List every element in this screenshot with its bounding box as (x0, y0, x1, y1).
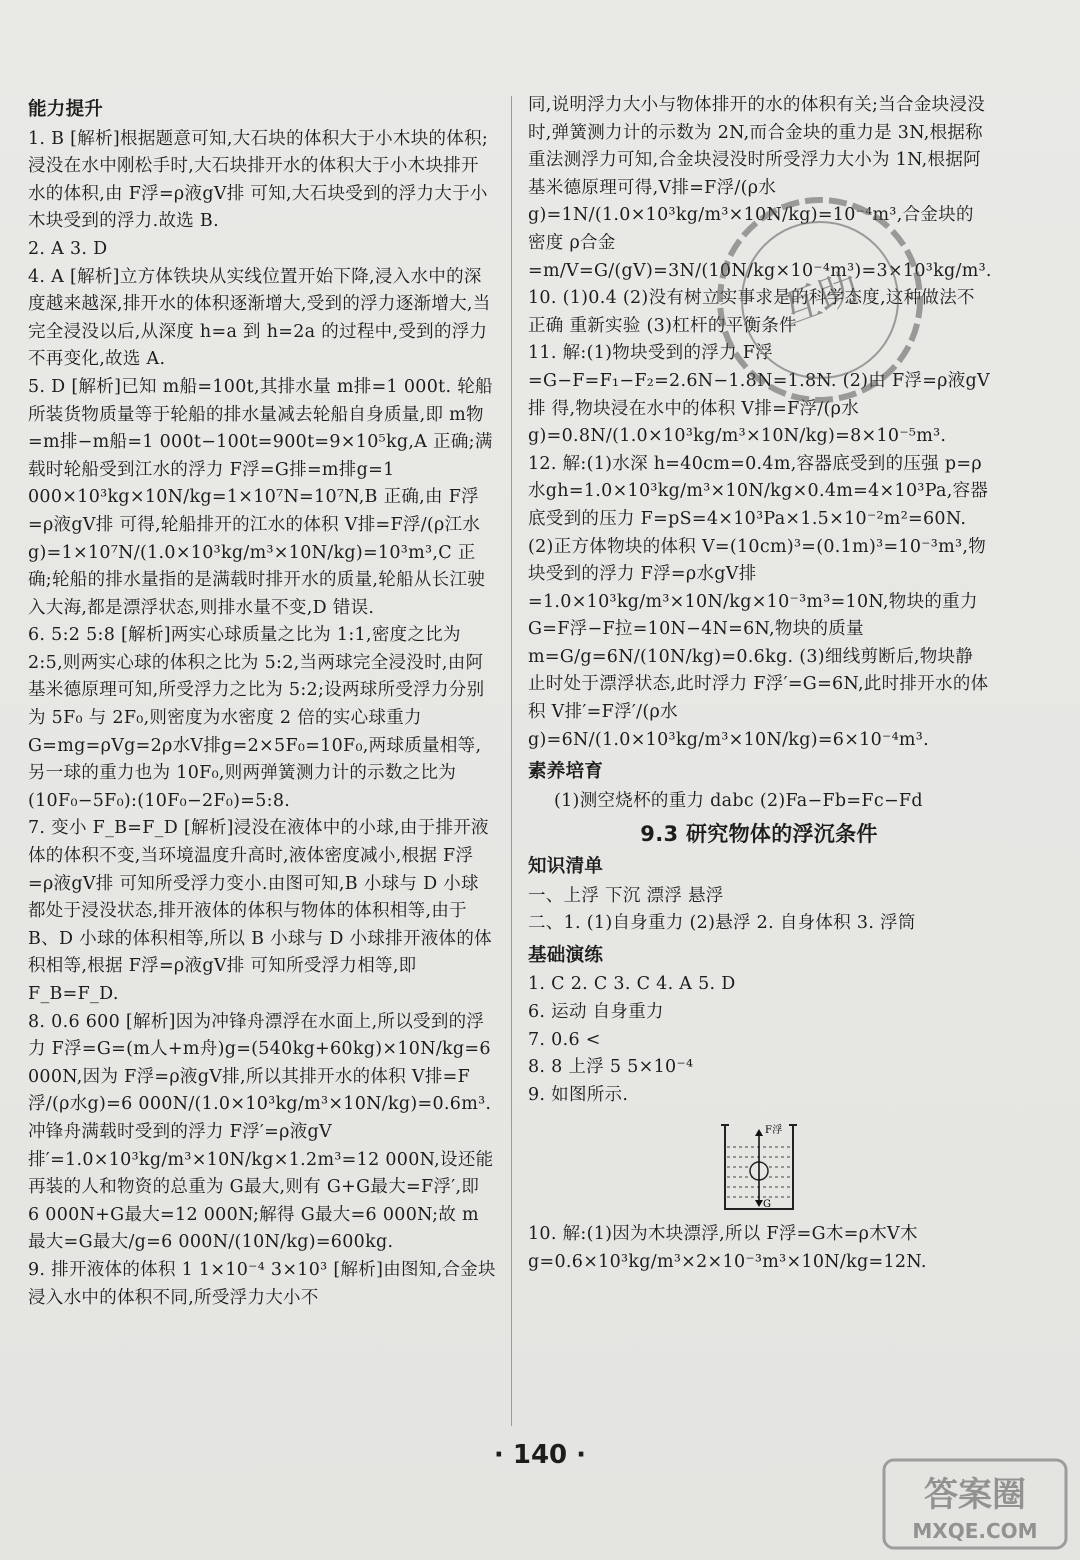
svg-text:MXQE.COM: MXQE.COM (912, 1519, 1038, 1543)
jichu-answer-8: 8. 8 上浮 5 5×10⁻⁴ (528, 1057, 694, 1078)
answer-9: 9. 排开液体的体积 1 1×10⁻⁴ 3×10³ [解析]由图知,合金块浸入水中的体积不同,所受浮力大小不 (28, 1259, 496, 1308)
answer-10: 10. (1)0.4 (2)没有树立实事求是的科学态度,这种做法不正确 重新实验 (3)杠杆的平衡条件 (528, 288, 975, 336)
page-number: · 140 · (493, 1440, 587, 1470)
answer-5: 5. D [解析]已知 m船=100t,其排水量 m排=1 000t. 轮船所装货物质量等于轮船的排水量减去轮船自身质量,即 m物=m排−m船=1 000t−100t=900t=9×10⁵kg,A 正确;满载时轮船受到江水的浮力 F浮=G排=m排g=1 000×10³kg×10N/kg=1×10⁷N=10⁷N,B 正确,由 F浮=ρ液gV排 可得,轮船排开的江水的体积 V排=F浮/(ρ江水g)=1×10⁷N/(1.0×10³kg/m³×10N/kg)=10³m³,C 正确;轮船的排水量指的是满载时排开水的质量,轮船从长江驶入大海,都是漂浮状态,则排水量不变,D 错误. (28, 376, 493, 618)
answer-2-3: 2. A 3. D (28, 238, 108, 259)
section-title: 9.3 研究物体的浮沉条件 (640, 822, 878, 847)
answer-9-continued: 同,说明浮力大小与物体排开的水的体积有关;当合金块浸没时,弹簧测力计的示数为 2N,而合金块的重力是 3N,根据称重法测浮力可知,合金块浸没时所受浮力大小为 1N,根据阿基米德原理可得,V排=F浮/(ρ水g)=1N/(1.0×10³kg/m³×10N/kg)=10⁻⁴m³,合金块的密度 ρ合金=m/V=G/(gV)=3N/(10N/kg×10⁻⁴m³)=3×10³kg/m³. (528, 95, 992, 281)
jichu-answer-6: 6. 运动 自身重力 (528, 1002, 664, 1022)
heading-suyang: 素养培育 (528, 761, 604, 783)
zhishi-line-2: 二、1. (1)自身重力 (2)悬浮 2. 自身体积 3. 浮筒 (528, 913, 916, 934)
watermark-logo (880, 1456, 1070, 1552)
jichu-answer-10: 10. 解:(1)因为木块漂浮,所以 F浮=G木=ρ木V木g=0.6×10³kg/m³×2×10⁻³m³×10N/kg=12N. (528, 1224, 927, 1272)
gravity-arrowhead (755, 1200, 763, 1207)
heading-nengli: 能力提升 (28, 99, 104, 120)
answer-11: 11. 解:(1)物块受到的浮力 F浮=G−F=F₁−F₂=2.6N−1.8N=1.8N. (2)由 F浮=ρ液gV排 得,物块浸在水中的体积 V排=F浮/(ρ水g)=0.8N/(1.0×10³kg/m³×10N/kg)=8×10⁻⁵m³. (528, 343, 990, 447)
stamp-seal (700, 180, 940, 420)
buoyancy-arrowhead (755, 1129, 763, 1136)
left-column (28, 92, 496, 1312)
answer-12: 12. 解:(1)水深 h=40cm=0.4m,容器底受到的压强 p=ρ水gh=1.0×10³kg/m³×10N/kg×0.4m=4×10³Pa,容器底受到的压力 F=pS=4×10³Pa×1.5×10⁻²m²=60N. (2)正方体物块的体积 V=(10cm)³=(0.1m)³=10⁻³m³,物块受到的浮力 F浮=ρ水gV排=1.0×10³kg/m³×10N/kg×10⁻³m³=10N,物块的重力 G=F浮−F拉=10N−4N=6N,物块的质量 m=G/g=6N/(10N/kg)=0.6kg. (3)细线剪断后,物块静止时处于漂浮状态,此时浮力 F浮′=G=6N,此时排开水的体积 V排′=F浮′/(ρ水g)=6N/(1.0×10³kg/m³×10N/kg)=6×10⁻⁴m³. (528, 453, 989, 750)
answer-6: 6. 5:2 5:8 [解析]两实心球质量之比为 1:1,密度之比为 2:5,则两实心球的体积之比为 5:2,当两球完全浸没时,由阿基米德原理可知,所受浮力之比为 5:2;设两球所受浮力分别为 5F₀ 与 2F₀,则密度为水密度 2 倍的实心球重力 G=mg=ρVg=2ρ水V排g=2×5F₀=10F₀,两球质量相等,另一球的重力也为 10F₀,则两弹簧测力计的示数之比为(10F₀−5F₀):(10F₀−2F₀)=5:8. (28, 625, 485, 811)
answer-8: 8. 0.6 600 [解析]因为冲锋舟漂浮在水面上,所以受到的浮力 F浮=G=(m人+m舟)g=(540kg+60kg)×10N/kg=6 000N,因为 F浮=ρ液gV排,所以其排开水的体积 V排=F浮/(ρ水g)=6 000N/(1.0×10³kg/m³×10N/kg)=0.6m³. 冲锋舟满载时受到的浮力 F浮′=ρ液gV排′=1.0×10³kg/m³×10N/kg×1.2m³=12 000N,设还能再装的人和物资的总重为 G最大,则有 G+G最大=F浮′,即 6 000N+G最大=12 000N;解得 G最大=6 000N;故 m最大=G最大/g=6 000N/(10N/kg)=600kg. (28, 1011, 494, 1253)
heading-jichu: 基础演练 (528, 944, 604, 966)
svg-text:互助: 互助 (774, 263, 866, 335)
column-divider (511, 96, 512, 1426)
heading-zhishi: 知识清单 (528, 856, 604, 878)
svg-text:答案圈: 答案圈 (924, 1475, 1026, 1515)
beaker-force-diagram (719, 1119, 799, 1215)
answer-7: 7. 变小 F_B=F_D [解析]浸没在液体中的小球,由于排开液体的体积不变,当环境温度升高时,液体密度减小,根据 F浮=ρ液gV排 可知所受浮力变小.由图可知,B 小球与 D 小球都处于浸没状态,排开液体的体积与物体的体积相等,由于 B、D 小球的体积相等,所以 B 小球与 D 小球排开液体的体积相等,根据 F浮=ρ液gV排 可知所受浮力相等,即 F_B=F_D. (28, 818, 492, 1004)
beaker-diagram-svg (719, 1119, 799, 1215)
label-f-buoyancy: F浮 (765, 1125, 783, 1137)
jichu-answer-9: 9. 如图所示. (528, 1084, 629, 1105)
suyang-answer: (1)测空烧杯的重力 dabc (2)Fa−Fb=Fc−Fd (554, 790, 923, 811)
answer-1: 1. B [解析]根据题意可知,大石块的体积大于小木块的体积;浸没在水中刚松手时,大石块排开水的体积大于小木块排开水的体积,由 F浮=ρ液gV排 可知,大石块受到的浮力大于小木块受到的浮力.故选 B. (28, 128, 489, 232)
label-g: G (763, 1199, 772, 1211)
answer-4: 4. A [解析]立方体铁块从实线位置开始下降,浸入水中的深度越来越深,排开水的体积逐渐增大,受到的浮力逐渐增大,当完全浸没以后,从深度 h=a 到 h=2a 的过程中,受到的浮力不再变化,故选 A. (28, 266, 491, 370)
jichu-answer-7: 7. 0.6 < (528, 1029, 601, 1050)
jichu-answer-1-5: 1. C 2. C 3. C 4. A 5. D (528, 974, 736, 995)
zhishi-line-1: 一、上浮 下沉 漂浮 悬浮 (528, 885, 724, 906)
